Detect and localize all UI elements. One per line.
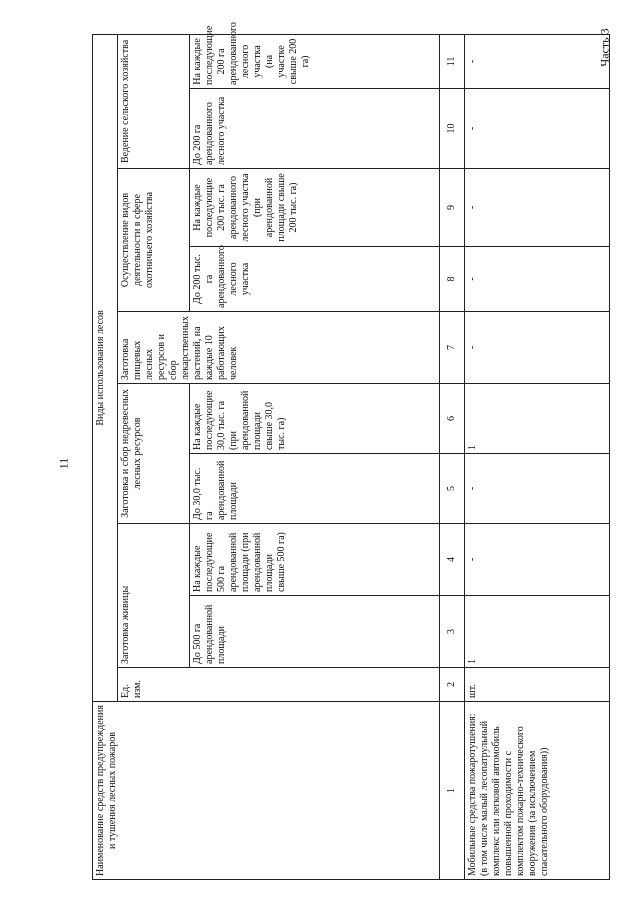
row-value-11: - — [465, 34, 610, 88]
col-number-7: 7 — [440, 312, 465, 384]
header-sub-3: До 30,0 тыс. га арендованной площади — [190, 454, 440, 524]
row-value-3: 1 — [465, 596, 610, 668]
row-value-10: - — [465, 89, 610, 169]
col-number-9: 9 — [440, 169, 465, 247]
row-value-6: 1 — [465, 384, 610, 454]
page-number: 11 — [56, 457, 71, 470]
header-unit-cell: Ед. изм. — [118, 668, 440, 702]
header-sub-8: На каждые последующие 200 га арендованного лесного участка (на участке свыше 200 га) — [190, 34, 440, 88]
col-number-6: 6 — [440, 384, 465, 454]
row-value-7: - — [465, 312, 610, 384]
row-value-9: - — [465, 169, 610, 247]
row-unit-cell: шт. — [465, 668, 610, 702]
col-number-1: 1 — [440, 702, 465, 880]
header-sub-1: До 500 га арендованной площади — [190, 596, 440, 668]
col-number-3: 3 — [440, 596, 465, 668]
header-sub-2: На каждые последующие 500 га арендованной площади (при арендованной площади свыше 500 га) — [190, 524, 440, 596]
col-number-2: 2 — [440, 668, 465, 702]
header-sub-5: До 200 тыс. га арендованного лесного участка — [190, 247, 440, 312]
header-group-3: Заготовка пищевых лесных ресурсов и сбор лекарственных растений, на каждые 10 работающих человек — [118, 312, 440, 384]
header-sub-6: На каждые последующие 200 тыс. га арендованного лесного участка (при арендованной площади свыше 200 тыс. га) — [190, 169, 440, 247]
row-name-cell: Мобильные средства пожаротушения: (в том числе малый лесопатрульный комплекс или легковой автомобиль повышенной проходимости с комплектом пожарно-технического вооружения (за исключением спасательного оборудования)) — [465, 702, 610, 880]
col-number-10: 10 — [440, 89, 465, 169]
part-label: Часть 3 — [597, 28, 612, 67]
header-group-4: Осуществление видов деятельности в сфере охотничьего хозяйства — [118, 169, 190, 312]
header-group-2: Заготовка и сбор недревесных лесных ресурсов — [118, 384, 190, 524]
header-group-5: Ведение сельского хозяйства — [118, 34, 190, 168]
header-sub-4: На каждые последующие 30,0 тыс. га (при арендованной площади свыше 30,0 тыс. га) — [190, 384, 440, 454]
row-value-5: - — [465, 454, 610, 524]
col-number-11: 11 — [440, 34, 465, 88]
col-number-8: 8 — [440, 247, 465, 312]
fire-means-table — [92, 22, 610, 880]
row-value-8: - — [465, 247, 610, 312]
header-group-title: Виды использования лесов — [93, 34, 118, 701]
col-number-4: 4 — [440, 524, 465, 596]
row-value-4: - — [465, 524, 610, 596]
header-name-cell: Наименование средств предупреждения и тушения лесных пожаров — [93, 702, 440, 880]
header-sub-7: До 200 га арендованного лесного участка — [190, 89, 440, 169]
col-number-5: 5 — [440, 454, 465, 524]
header-group-1: Заготовка живицы — [118, 524, 190, 668]
rotated-table-container — [92, 22, 610, 880]
